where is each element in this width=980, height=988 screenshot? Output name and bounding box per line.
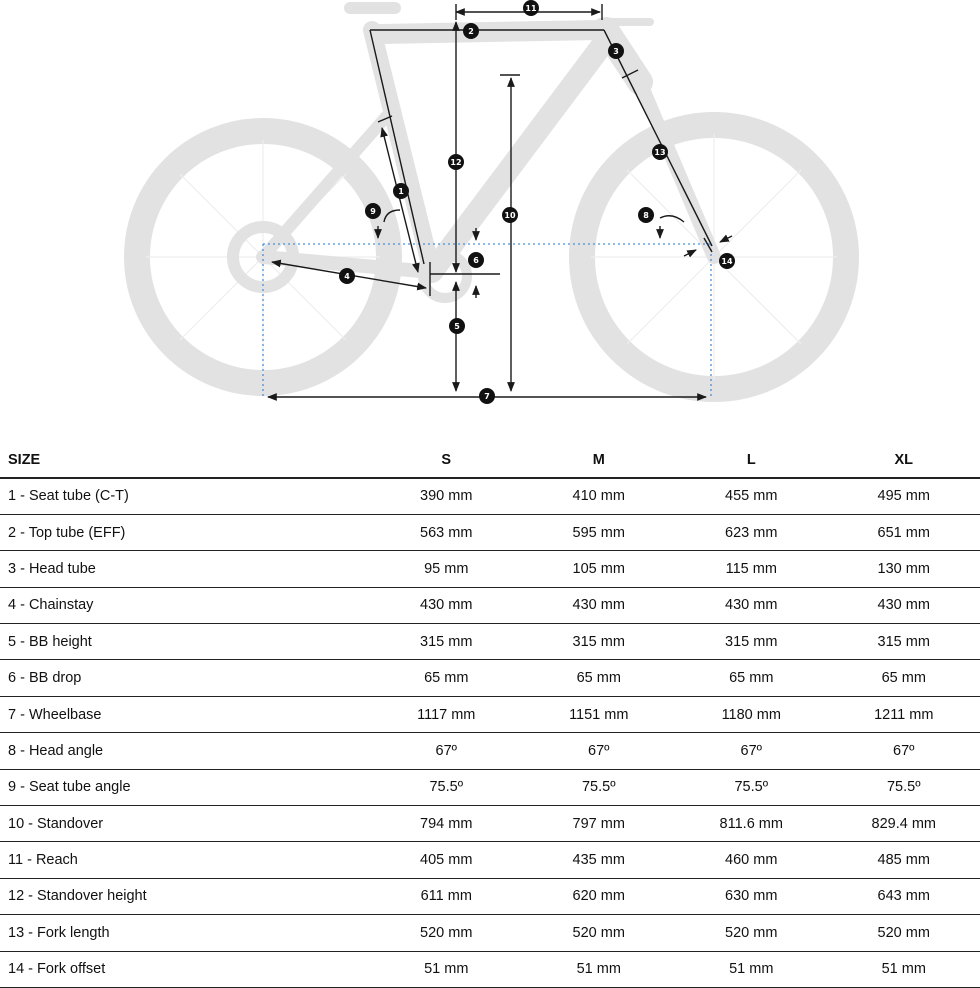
row-label: 4 - Chainstay [0,587,370,623]
row-value: 67º [523,733,676,769]
row-value: 405 mm [370,842,523,878]
row-value: 611 mm [370,878,523,914]
svg-text:3: 3 [613,47,619,56]
row-value: 455 mm [675,478,828,514]
table-row [0,878,980,914]
row-value: 495 mm [828,478,980,514]
size-header: SIZE [0,443,370,478]
row-value: 315 mm [370,624,523,660]
svg-text:5: 5 [454,322,460,331]
row-label: 2 - Top tube (EFF) [0,514,370,550]
row-value: 520 mm [828,915,980,951]
row-value: 315 mm [523,624,676,660]
geometry-diagram [0,0,980,440]
svg-text:12: 12 [450,158,461,167]
row-label: 14 - Fork offset [0,951,370,987]
row-value: 623 mm [675,514,828,550]
table-row [0,696,980,732]
row-label: 10 - Standover [0,806,370,842]
row-value: 460 mm [675,842,828,878]
row-value: 794 mm [370,806,523,842]
marker-7 [479,388,495,404]
svg-text:2: 2 [468,27,474,36]
row-value: 520 mm [370,915,523,951]
row-value: 410 mm [523,478,676,514]
row-value: 65 mm [523,660,676,696]
row-value: 65 mm [370,660,523,696]
svg-text:7: 7 [484,392,490,401]
row-value: 130 mm [828,551,980,587]
marker-9 [365,203,381,219]
row-value: 67º [828,733,980,769]
table-row [0,478,980,514]
row-value: 430 mm [675,587,828,623]
row-value: 67º [370,733,523,769]
table-row [0,624,980,660]
row-value: 620 mm [523,878,676,914]
marker-1 [393,183,409,199]
row-value: 75.5º [675,769,828,805]
bike-silhouette [137,8,846,389]
svg-text:8: 8 [643,211,649,220]
row-value: 797 mm [523,806,676,842]
row-value: 520 mm [675,915,828,951]
row-label: 8 - Head angle [0,733,370,769]
row-value: 430 mm [370,587,523,623]
row-value: 65 mm [828,660,980,696]
row-value: 51 mm [828,951,980,987]
row-value: 75.5º [828,769,980,805]
svg-text:13: 13 [654,148,665,157]
row-value: 829.4 mm [828,806,980,842]
table-row [0,915,980,951]
row-label: 7 - Wheelbase [0,696,370,732]
row-value: 435 mm [523,842,676,878]
row-value: 1117 mm [370,696,523,732]
row-value: 115 mm [675,551,828,587]
row-label: 1 - Seat tube (C-T) [0,478,370,514]
row-value: 430 mm [523,587,676,623]
row-value: 390 mm [370,478,523,514]
row-value: 1211 mm [828,696,980,732]
row-label: 13 - Fork length [0,915,370,951]
marker-13 [652,144,668,160]
table-row [0,733,980,769]
row-value: 51 mm [675,951,828,987]
size-s-header: S [370,443,523,478]
marker-2 [463,23,479,39]
row-label: 6 - BB drop [0,660,370,696]
row-value: 95 mm [370,551,523,587]
marker-5 [449,318,465,334]
row-value: 315 mm [675,624,828,660]
svg-text:14: 14 [721,257,733,266]
row-value: 75.5º [370,769,523,805]
table-header-row [0,443,980,478]
row-value: 520 mm [523,915,676,951]
table-row [0,806,980,842]
row-value: 75.5º [523,769,676,805]
markers [339,0,735,404]
marker-12 [448,154,464,170]
svg-text:4: 4 [344,272,350,281]
table-row [0,551,980,587]
svg-text:11: 11 [525,4,537,13]
size-xl-header: XL [828,443,980,478]
table-row [0,842,980,878]
size-l-header: L [675,443,828,478]
marker-11 [523,0,539,16]
row-label: 5 - BB height [0,624,370,660]
marker-14 [719,253,735,269]
row-value: 595 mm [523,514,676,550]
dimension-lines [268,4,732,397]
svg-text:9: 9 [370,207,376,216]
svg-text:6: 6 [473,256,479,265]
row-value: 1151 mm [523,696,676,732]
table-row [0,660,980,696]
row-label: 9 - Seat tube angle [0,769,370,805]
row-value: 630 mm [675,878,828,914]
row-value: 51 mm [370,951,523,987]
marker-10 [502,207,518,223]
table-row [0,951,980,987]
row-value: 643 mm [828,878,980,914]
marker-4 [339,268,355,284]
geometry-table [0,443,980,988]
svg-text:1: 1 [398,187,404,196]
row-value: 563 mm [370,514,523,550]
row-value: 811.6 mm [675,806,828,842]
table-row [0,587,980,623]
row-label: 3 - Head tube [0,551,370,587]
row-value: 105 mm [523,551,676,587]
row-value: 315 mm [828,624,980,660]
table-row [0,769,980,805]
row-value: 65 mm [675,660,828,696]
marker-6 [468,252,484,268]
row-value: 1180 mm [675,696,828,732]
size-m-header: M [523,443,676,478]
row-value: 67º [675,733,828,769]
table-row [0,514,980,550]
row-value: 430 mm [828,587,980,623]
row-label: 11 - Reach [0,842,370,878]
marker-3 [608,43,624,59]
svg-text:10: 10 [504,211,516,220]
row-value: 51 mm [523,951,676,987]
row-label: 12 - Standover height [0,878,370,914]
row-value: 485 mm [828,842,980,878]
marker-8 [638,207,654,223]
row-value: 651 mm [828,514,980,550]
